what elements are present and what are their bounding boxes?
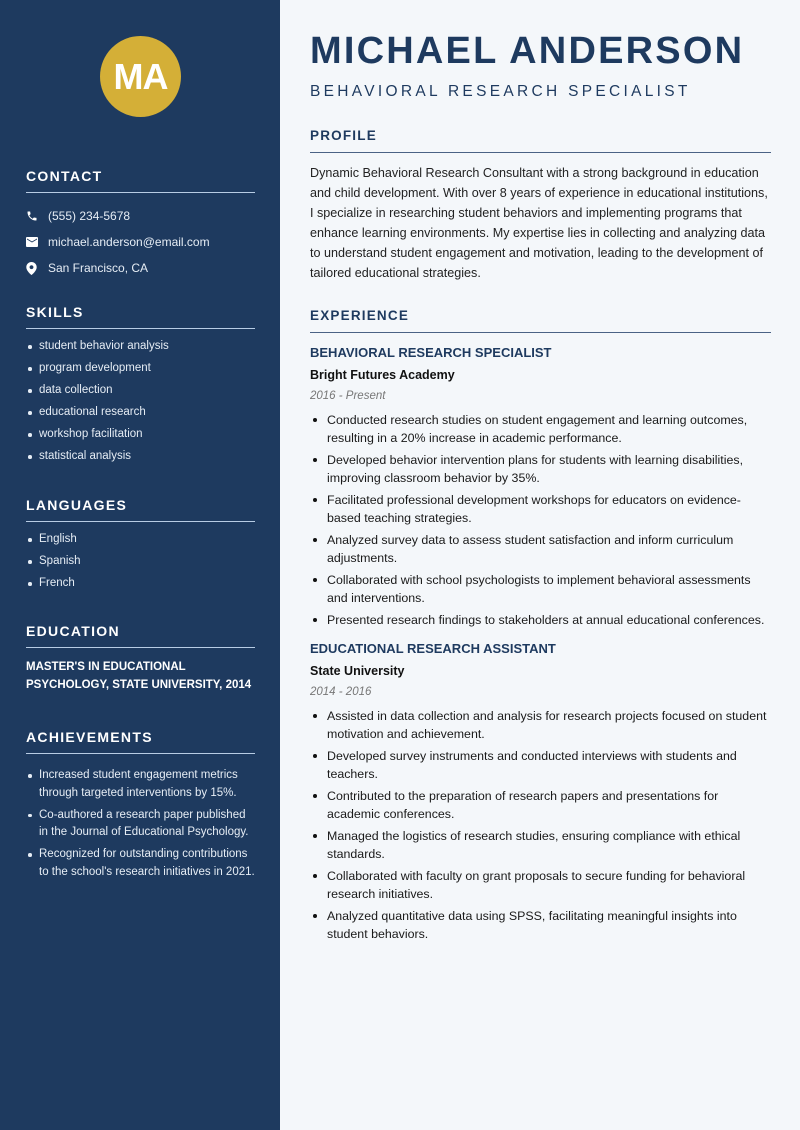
skill-item: educational research (26, 404, 255, 422)
education-section (26, 623, 255, 694)
job-bullet: Collaborated with school psychologists to implement behavioral assessments and interventions. (310, 571, 771, 607)
phone-value[interactable]: (555) 234-5678 (48, 209, 131, 223)
job-company: State University (310, 664, 405, 678)
contact-location (26, 255, 255, 281)
candidate-title: BEHAVIORAL RESEARCH SPECIALIST (310, 83, 691, 100)
contact-phone (26, 203, 255, 229)
skills-list (26, 338, 255, 466)
languages-section (26, 497, 255, 597)
job-bullet: Managed the logistics of research studies, ensuring compliance with ethical standards. (310, 827, 771, 863)
job-bullet: Analyzed survey data to assess student satisfaction and inform curriculum adjustments. (310, 531, 771, 567)
location-pin-icon (26, 262, 48, 275)
sidebar (0, 0, 280, 1130)
email-icon (26, 237, 48, 247)
profile-heading: PROFILE (310, 128, 771, 153)
contact-list (26, 203, 255, 281)
profile-text: Dynamic Behavioral Research Consultant with a strong background in education and child development. With over 8 years of experience in educational institutions, I specialize in researching student behaviors and implementing programs that enhance learning environments. My expertise lies in collecting and analyzing data to understand student engagement and motivation, leading to the development of tailored educational strategies. (310, 166, 768, 280)
language-item: French (26, 575, 255, 593)
achievement-item: Co-authored a research paper published in the Journal of Educational Psychology. (26, 807, 255, 842)
job-bullet: Facilitated professional development workshops for educators on evidence-based teaching strategies. (310, 491, 771, 527)
job-entry (310, 641, 771, 943)
languages-list (26, 531, 255, 593)
skill-item: statistical analysis (26, 448, 255, 466)
skill-item: student behavior analysis (26, 338, 255, 356)
achievement-item: Recognized for outstanding contributions to the school's research initiatives in 2021. (26, 846, 255, 881)
avatar (100, 36, 181, 117)
profile-section (310, 128, 771, 283)
language-item: Spanish (26, 553, 255, 571)
job-dates: 2016 - Present (310, 390, 386, 402)
experience-heading: EXPERIENCE (310, 308, 771, 333)
achievement-item: Increased student engagement metrics through targeted interventions by 15%. (26, 767, 255, 802)
education-degree: MASTER'S IN EDUCATIONAL PSYCHOLOGY, STATE UNIVERSITY, 2014 (26, 661, 252, 691)
phone-icon (26, 210, 48, 222)
email-value[interactable]: michael.anderson@email.com (48, 235, 210, 249)
candidate-name: MICHAEL ANDERSON (310, 30, 745, 72)
achievements-list (26, 767, 255, 881)
languages-heading: LANGUAGES (26, 497, 255, 522)
contact-email (26, 229, 255, 255)
job-bullets (310, 411, 771, 629)
job-bullet: Developed behavior intervention plans for students with learning disabilities, improving classroom behavior by 35%. (310, 451, 771, 487)
job-bullet: Analyzed quantitative data using SPSS, facilitating meaningful insights into student behaviors. (310, 907, 771, 943)
skills-heading: SKILLS (26, 304, 255, 329)
skill-item: workshop facilitation (26, 426, 255, 444)
job-bullets (310, 707, 771, 943)
job-title: EDUCATIONAL RESEARCH ASSISTANT (310, 641, 556, 656)
job-bullet: Conducted research studies on student engagement and learning outcomes, resulting in a 20% increase in academic performance. (310, 411, 771, 447)
contact-section (26, 168, 255, 281)
contact-heading: CONTACT (26, 168, 255, 193)
skill-item: program development (26, 360, 255, 378)
job-entry (310, 345, 771, 629)
achievements-section (26, 729, 255, 886)
achievements-heading: ACHIEVEMENTS (26, 729, 255, 754)
job-bullet: Developed survey instruments and conducted interviews with students and teachers. (310, 747, 771, 783)
location-value: San Francisco, CA (48, 261, 149, 275)
job-dates: 2014 - 2016 (310, 686, 372, 698)
education-heading: EDUCATION (26, 623, 255, 648)
language-item: English (26, 531, 255, 549)
avatar-initials: MA (113, 55, 168, 97)
experience-section (310, 308, 771, 947)
job-bullet: Collaborated with faculty on grant proposals to secure funding for behavioral research initiatives. (310, 867, 771, 903)
job-bullet: Contributed to the preparation of research papers and presentations for academic conferences. (310, 787, 771, 823)
job-bullet: Assisted in data collection and analysis for research projects focused on student motivation and achievement. (310, 707, 771, 743)
skill-item: data collection (26, 382, 255, 400)
job-company: Bright Futures Academy (310, 368, 455, 382)
job-bullet: Presented research findings to stakeholders at annual educational conferences. (310, 611, 771, 629)
job-title: BEHAVIORAL RESEARCH SPECIALIST (310, 345, 552, 360)
skills-section (26, 304, 255, 470)
